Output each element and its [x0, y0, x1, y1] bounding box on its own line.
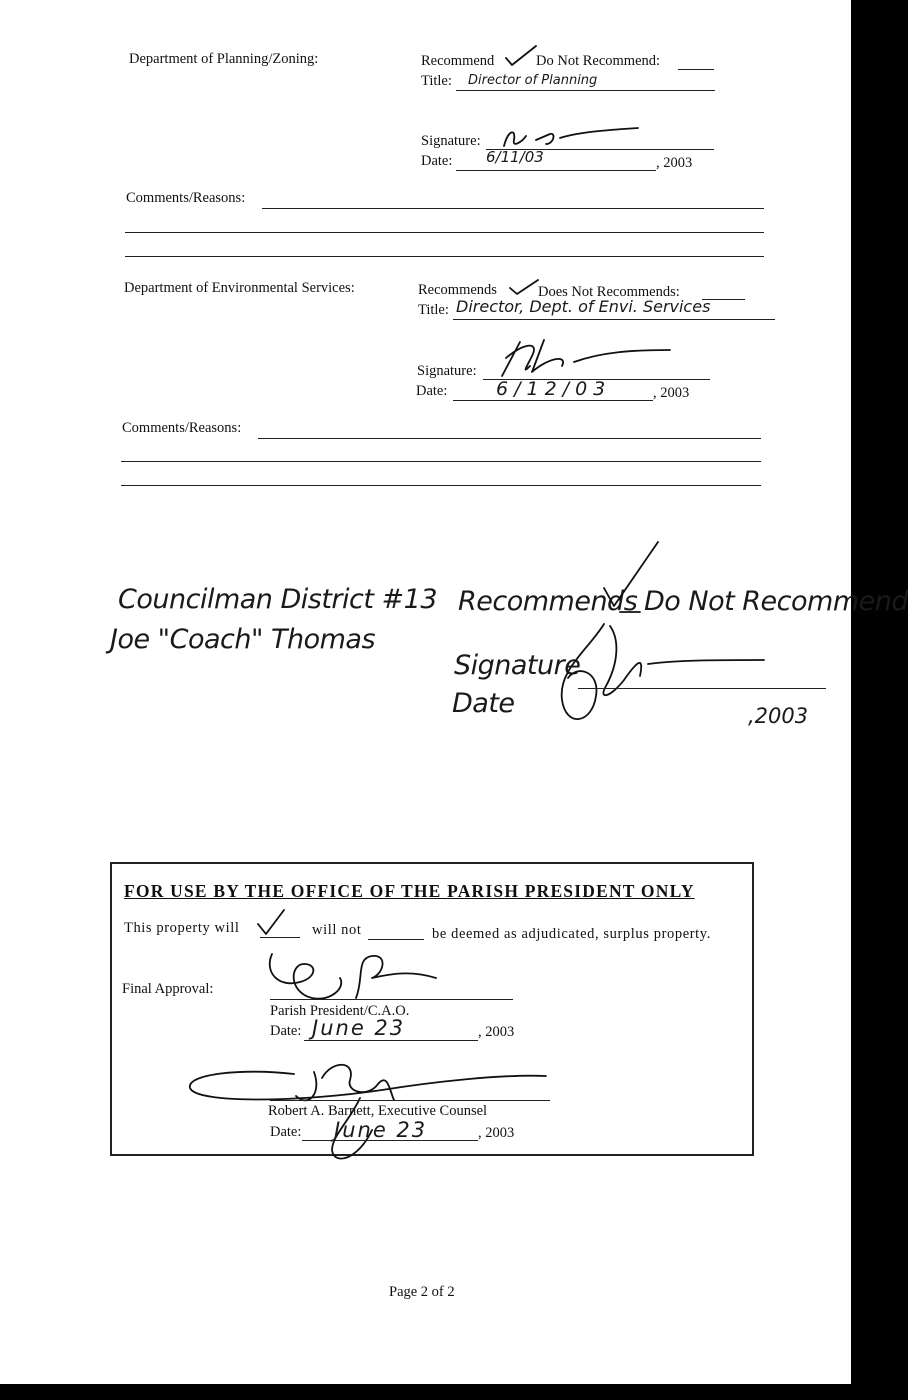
planning-comments-label: Comments/Reasons: — [126, 190, 246, 206]
environmental-comments-line-2 — [121, 461, 761, 462]
planning-title-line — [456, 90, 715, 91]
president-year: , 2003 — [478, 1024, 515, 1040]
planning-dept-label: Department of Planning/Zoning: — [129, 51, 319, 67]
councilman-date-label-handwritten: Date — [452, 688, 515, 719]
planning-title-handwritten: Director of Planning — [468, 73, 598, 88]
councilman-recommends-handwritten: Recommends — [458, 586, 638, 617]
planning-recommend-checkmark — [504, 44, 538, 68]
councilman-signature-line — [578, 688, 826, 689]
environmental-dept-label: Department of Environmental Services: — [124, 280, 355, 296]
councilman-signature-scribble — [548, 620, 778, 730]
property-text-will: This property will — [124, 920, 240, 936]
page-number: Page 2 of 2 — [389, 1284, 455, 1300]
planning-do-not-label: Do Not Recommend: — [536, 53, 661, 69]
environmental-title-handwritten: Director, Dept. of Envi. Services — [456, 297, 711, 316]
president-signature-line — [270, 999, 513, 1000]
environmental-title-label: Title: — [418, 302, 449, 318]
environmental-year: , 2003 — [653, 385, 690, 401]
planning-signature-label: Signature: — [421, 133, 481, 149]
president-date-line — [304, 1040, 478, 1041]
environmental-signature-scribble — [492, 336, 682, 384]
councilman-year-handwritten: ,2003 — [748, 704, 809, 728]
planning-comments-line-1 — [262, 208, 764, 209]
planning-year: , 2003 — [656, 155, 693, 171]
planning-comments-line-3 — [125, 256, 764, 257]
will-not-blank-line — [368, 939, 424, 940]
environmental-recommends-label: Recommends — [418, 282, 497, 298]
property-text-adjudicated: be deemed as adjudicated, surplus property. — [432, 926, 711, 942]
counsel-date-handwritten: June 23 — [334, 1118, 428, 1142]
environmental-date-handwritten: 6/12/03 — [496, 378, 612, 400]
environmental-comments-label: Comments/Reasons: — [122, 420, 242, 436]
planning-date-line — [456, 170, 656, 171]
environmental-comments-line-1 — [258, 438, 761, 439]
counsel-year: , 2003 — [478, 1125, 515, 1141]
president-label: Parish President/C.A.O. — [270, 1003, 410, 1019]
counsel-date-label: Date: — [270, 1124, 302, 1140]
councilman-name-handwritten: Joe "Coach" Thomas — [110, 624, 376, 655]
counsel-label: Robert A. Barnett, Executive Counsel — [268, 1103, 488, 1119]
environmental-comments-line-3 — [121, 485, 761, 486]
planning-comments-line-2 — [125, 232, 764, 233]
parish-president-box — [110, 862, 754, 1156]
box-heading: FOR USE BY THE OFFICE OF THE PARISH PRESIDENT ONLY — [124, 881, 695, 901]
planning-title-label: Title: — [421, 73, 452, 89]
councilman-do-not-handwritten: Do Not Recommend — [644, 586, 908, 617]
councilman-signature-label-handwritten: Signature — [454, 650, 581, 681]
councilman-district-handwritten: Councilman District #13 — [118, 584, 438, 615]
planning-recommend-label: Recommend — [421, 53, 495, 69]
final-approval-label: Final Approval: — [122, 981, 214, 997]
counsel-signature-line — [270, 1100, 550, 1101]
environmental-signature-label: Signature: — [417, 363, 477, 379]
president-date-label: Date: — [270, 1023, 302, 1039]
president-date-handwritten: June 23 — [312, 1016, 406, 1040]
environmental-title-line — [453, 319, 775, 320]
planning-date-handwritten: 6/11/03 — [486, 148, 544, 166]
environmental-recommends-checkmark — [508, 278, 540, 296]
planning-do-not-line — [678, 69, 714, 70]
property-text-will-not: will not — [312, 922, 362, 938]
counsel-date-line — [302, 1140, 478, 1141]
environmental-date-label: Date: — [416, 383, 448, 399]
planning-date-label: Date: — [421, 153, 453, 169]
environmental-does-not-label: Does Not Recommends: — [538, 284, 680, 300]
environmental-date-line — [453, 400, 653, 401]
will-checkmark — [256, 908, 286, 938]
